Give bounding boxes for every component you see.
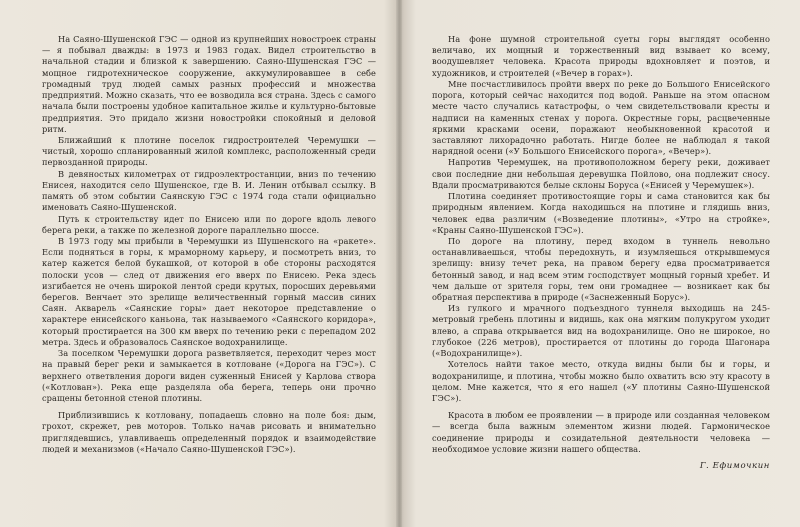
left-paragraph-3: В девяностых километрах от гидроэлектростанции, вниз по течению Енисея, находится село Шушенское, где В. И. Ленин отбывал ссылку. В память об этом событии Саянскую ГЭС с 1974 года стали официально именовать Саяно-Шушенской. — [42, 168, 376, 213]
author-signature: Г. Ефимочкин — [699, 461, 770, 472]
right-paragraph-2: Мне посчастливилось пройти вверх по реке до Большого Енисейского порога, который сейчас находится под водой. Раньше на этом опасном месте часто случались катастрофы, о чем свидетельствовали кресты и надписи на каменных стенах у порога. Окрестные горы, расцвеченные яркими красками осени, поражают необыкновенной красотой и заставляют лихорадочно работать. Нигде более не наблюдал я такой нарядной осени («У Большого Енисейского порога», «Вечер»). — [432, 78, 770, 157]
left-paragraph-7: Приблизившись к котловану, попадаешь словно на поле боя: дым, грохот, скрежет, рев моторов. Только начав рисовать и внимательно приглядевшись, улавливаешь определенный порядок и взаимодействие людей и механизмов («Начало Саяно-Шушенской ГЭС»). — [42, 410, 376, 454]
left-paragraph-6: За поселком Черемушки дорога разветвляется, переходит через мост на правый берег реки и замыкается в котловане («Дорога на ГЭС»). С верхнего ответвления дороги виден суженный Енисей у Карлова створа («Котлован»). Река еще разделяла оба берега, теперь они прочно сращены бетонной стеной плотины. — [42, 348, 376, 403]
left-paragraph-2: Ближайший к плотине поселок гидростроителей Черемушки — чистый, хорошо спланированный жилой комплекс, расположенный среди первозданной природы. — [42, 134, 376, 168]
left-paragraph-1: На Саяно-Шушенской ГЭС — одной из крупнейших новостроек страны — я побывал дважды: в 1973 и 1983 годах. Видел строительство в начальной стадии и близкой к завершению. Саяно-Шушенская ГЭС — мощное гидротехническое сооружение, аккумулировавшее в себе громадный труд людей самых разных профессий и множества предприятий. Можно сказать, что ее возводила вся страна. Здесь с самого начала были построены удобное капитальное жилье и культурно-бытовые предприятия. Это придало жизни новостройки спокойный и деловой ритм. — [42, 34, 376, 134]
left-page — [0, 0, 398, 527]
right-paragraph-6: Из гулкого и мрачного подъездного туннеля выходишь на 245-метровый гребень плотины и видишь, как она мягким полукругом уходит влево, а справа открывается вид на водохранилище. Оно не широкое, но глубокое (226 метров), простирается от плотины до города Шагонара («Водохранилище»). — [432, 303, 770, 359]
right-paragraph-5: По дороге на плотину, перед входом в туннель невольно останавливаешься, чтобы передохнуть, и изумляешься открывшемуся зрелищу: внизу течет река, на правом берегу едва просматривается бетонный завод, и над всем этим господствует мощный горный хребет. И чем дальше от зрителя горы, тем они громаднее — возникает как бы обратная перспектива в природе («Заснеженный Борус»). — [432, 235, 770, 303]
left-paragraph-5: В 1973 году мы прибыли в Черемушки из Шушенского на «ракете». Если подняться в горы, к мраморному карьеру, и посмотреть вниз, то катер кажется белой букашкой, от которой в обе стороны расходятся полоски усов — след от движения его вверх по Енисею. Река здесь изгибается не очень широкой лентой среди крутых, поросших деревьями берегов. Венчает это зрелище величественный горный массив синих Саян. Акварель «Саянские горы» дает некоторое представление о характере енисейского каньона, так называемого «Саянского коридора», который простирается на 300 км вверх по течению реки с перепадом 202 метра. Здесь и образовалось Саянское водохранилище. — [42, 235, 376, 347]
right-paragraph-3: Напротив Черемушек, на противоположном берегу реки, доживает свои последние дни небольшая деревушка Пойлово, она подлежит сносу. Вдали просматриваются белые склоны Боруса («Енисей у Черемушек»). — [432, 157, 770, 190]
right-paragraph-7: Хотелось найти такое место, откуда видны были бы и горы, и водохранилище, и плотина, чтобы можно было охватить всю эту красоту в целом. Мне кажется, что я его нашел («У плотины Саяно-Шушенской ГЭС»). — [432, 359, 770, 403]
right-page — [402, 0, 800, 527]
right-paragraph-8: Красота в любом ее проявлении — в природе или созданная человеком — всегда была важным элементом жизни людей. Гармоническое соединение природы и созидательной деятельности человека — необходимое условие жизни нашего общества. — [432, 410, 770, 454]
right-paragraph-1: На фоне шумной строительной суеты горы выглядят особенно величаво, их мощный и торжественный вид взывает ко всему, воодушевляет человека. Красота природы вдохновляет и поэтов, и художников, и строителей («Вечер в горах»). — [432, 34, 770, 78]
left-paragraph-4: Путь к строительству идет по Енисею или по дороге вдоль левого берега реки, а также по железной дороге параллельно шоссе. — [42, 213, 376, 235]
right-paragraph-4: Плотина соединяет противостоящие горы и сама становится как бы природным явлением. Когда находишься на плотине и глядишь вниз, человек едва различим («Возведение плотины», «Утро на стройке», «Краны Саяно-Шушенской ГЭС»). — [432, 191, 770, 235]
